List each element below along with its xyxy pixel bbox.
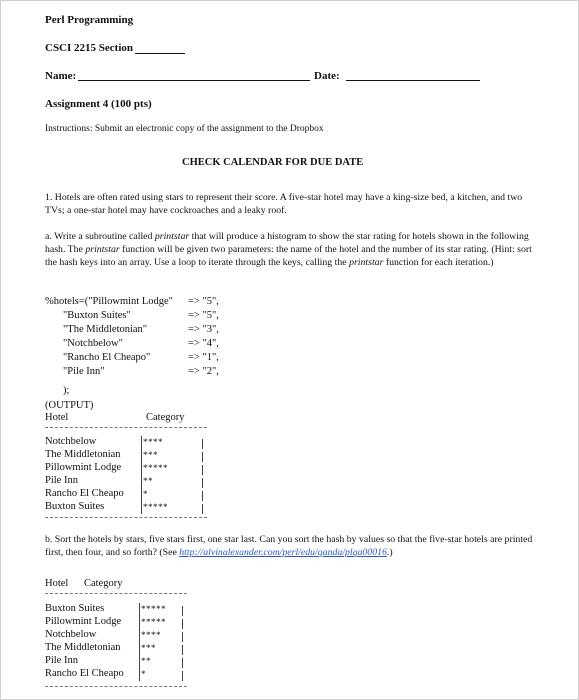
hash-key: "Pile Inn" — [63, 366, 105, 377]
column-header-category: Category — [84, 578, 123, 589]
table-row-hotel: Buxton Suites — [45, 501, 105, 512]
row-end-bar — [202, 465, 203, 475]
due-date-note: CHECK CALENDAR FOR DUE DATE — [182, 157, 364, 168]
row-end-bar — [182, 606, 183, 616]
table-row-hotel: Pile Inn — [45, 475, 78, 486]
column-header-hotel: Hotel — [45, 578, 69, 589]
divider — [45, 517, 207, 518]
table-row-hotel: Notchbelow — [45, 629, 97, 640]
hash-close: ); — [63, 385, 70, 396]
hash-value: => "2", — [188, 366, 219, 377]
table-row-hotel: Rancho El Cheapo — [45, 488, 124, 499]
divider — [45, 593, 187, 594]
hash-key: "Notchbelow" — [63, 338, 123, 349]
question-1-intro: 1. Hotels are often rated using stars to represent their score. A five-star hotel may have a king-size bed, a kitchen, and two TVs; a one-star hotel may have cockroaches and a leaky roof. — [45, 192, 523, 216]
date-label: Date: — [314, 70, 340, 82]
hash-key: %hotels=("Pillowmint Lodge" — [45, 296, 173, 307]
hash-key: "Buxton Suites" — [63, 310, 131, 321]
table-row-hotel: Pillowmint Lodge — [45, 462, 122, 473]
table-row-stars: *** — [143, 450, 158, 460]
course-title: Perl Programming — [45, 14, 134, 26]
table-row-hotel: Pillowmint Lodge — [45, 616, 122, 627]
part-b-text: b. Sort the hotels by stars, five stars first, one star last. Can you sort the hash by values so that the five-star hotels are printed first, then four, and so forth? (See http://alvinalexander.com/perl/edu/qanda/plqa00016.) — [45, 534, 533, 558]
table-row-hotel: Buxton Suites — [45, 603, 105, 614]
table-row-hotel: Rancho El Cheapo — [45, 668, 124, 679]
row-end-bar — [182, 619, 183, 629]
assignment-title: Assignment 4 (100 pts) — [45, 98, 152, 110]
hash-value: => "5", — [188, 310, 219, 321]
hash-value: => "5", — [188, 296, 219, 307]
table-row-hotel: Pile Inn — [45, 655, 78, 666]
row-end-bar — [202, 452, 203, 462]
table-row-stars: ***** — [141, 604, 166, 614]
row-end-bar — [202, 504, 203, 514]
table-row-stars: **** — [143, 437, 163, 447]
hash-key: "The Middletonian" — [63, 324, 148, 335]
reference-link[interactable]: http://alvinalexander.com/perl/edu/qanda/plqa00016 — [179, 547, 387, 558]
row-end-bar — [202, 439, 203, 449]
row-end-bar — [182, 645, 183, 655]
divider — [45, 686, 187, 687]
section-label: CSCI 2215 Section — [45, 42, 134, 54]
table-row-stars: * — [141, 669, 146, 679]
row-end-bar — [202, 491, 203, 501]
row-end-bar — [182, 658, 183, 668]
table-row-stars: *** — [141, 643, 156, 653]
hash-value: => "1", — [188, 352, 219, 363]
table-row-stars: ***** — [143, 463, 168, 473]
instructions-text: Instructions: Submit an electronic copy of the assignment to the Dropbox — [45, 124, 324, 134]
table-row-hotel: The Middletonian — [45, 449, 121, 460]
table-row-stars: **** — [141, 630, 161, 640]
row-end-bar — [182, 671, 183, 681]
table-row-stars: ***** — [141, 617, 166, 627]
table-row-stars: ***** — [143, 502, 168, 512]
column-header-category: Category — [146, 412, 185, 423]
row-end-bar — [182, 632, 183, 642]
table-row-stars: ** — [141, 656, 151, 666]
date-blank[interactable] — [346, 80, 480, 81]
table-row-hotel: The Middletonian — [45, 642, 121, 653]
table-row-stars: ** — [143, 476, 153, 486]
hash-value: => "3", — [188, 324, 219, 335]
part-a-text: a. Write a subroutine called printstar that will produce a histogram to show the star rating for hotels shown in the following hash. The printstar function will be given two parameters: the name of the hotel and the number of its star rating. (Hint: sort the hash keys into an array. Use a loop to iterate through the keys, calling the printstar function for each iteration.) — [45, 231, 532, 268]
hash-key: "Rancho El Cheapo" — [63, 352, 151, 363]
column-header-hotel: Hotel — [45, 412, 69, 423]
output-label: (OUTPUT) — [45, 400, 94, 411]
name-label: Name: — [45, 70, 77, 82]
name-blank[interactable] — [78, 80, 310, 81]
section-blank[interactable] — [135, 53, 185, 54]
hash-value: => "4", — [188, 338, 219, 349]
column-separator — [139, 603, 140, 681]
divider — [45, 427, 207, 428]
row-end-bar — [202, 478, 203, 488]
column-separator — [141, 436, 142, 514]
table-row-hotel: Notchbelow — [45, 436, 97, 447]
table-row-stars: * — [143, 489, 148, 499]
